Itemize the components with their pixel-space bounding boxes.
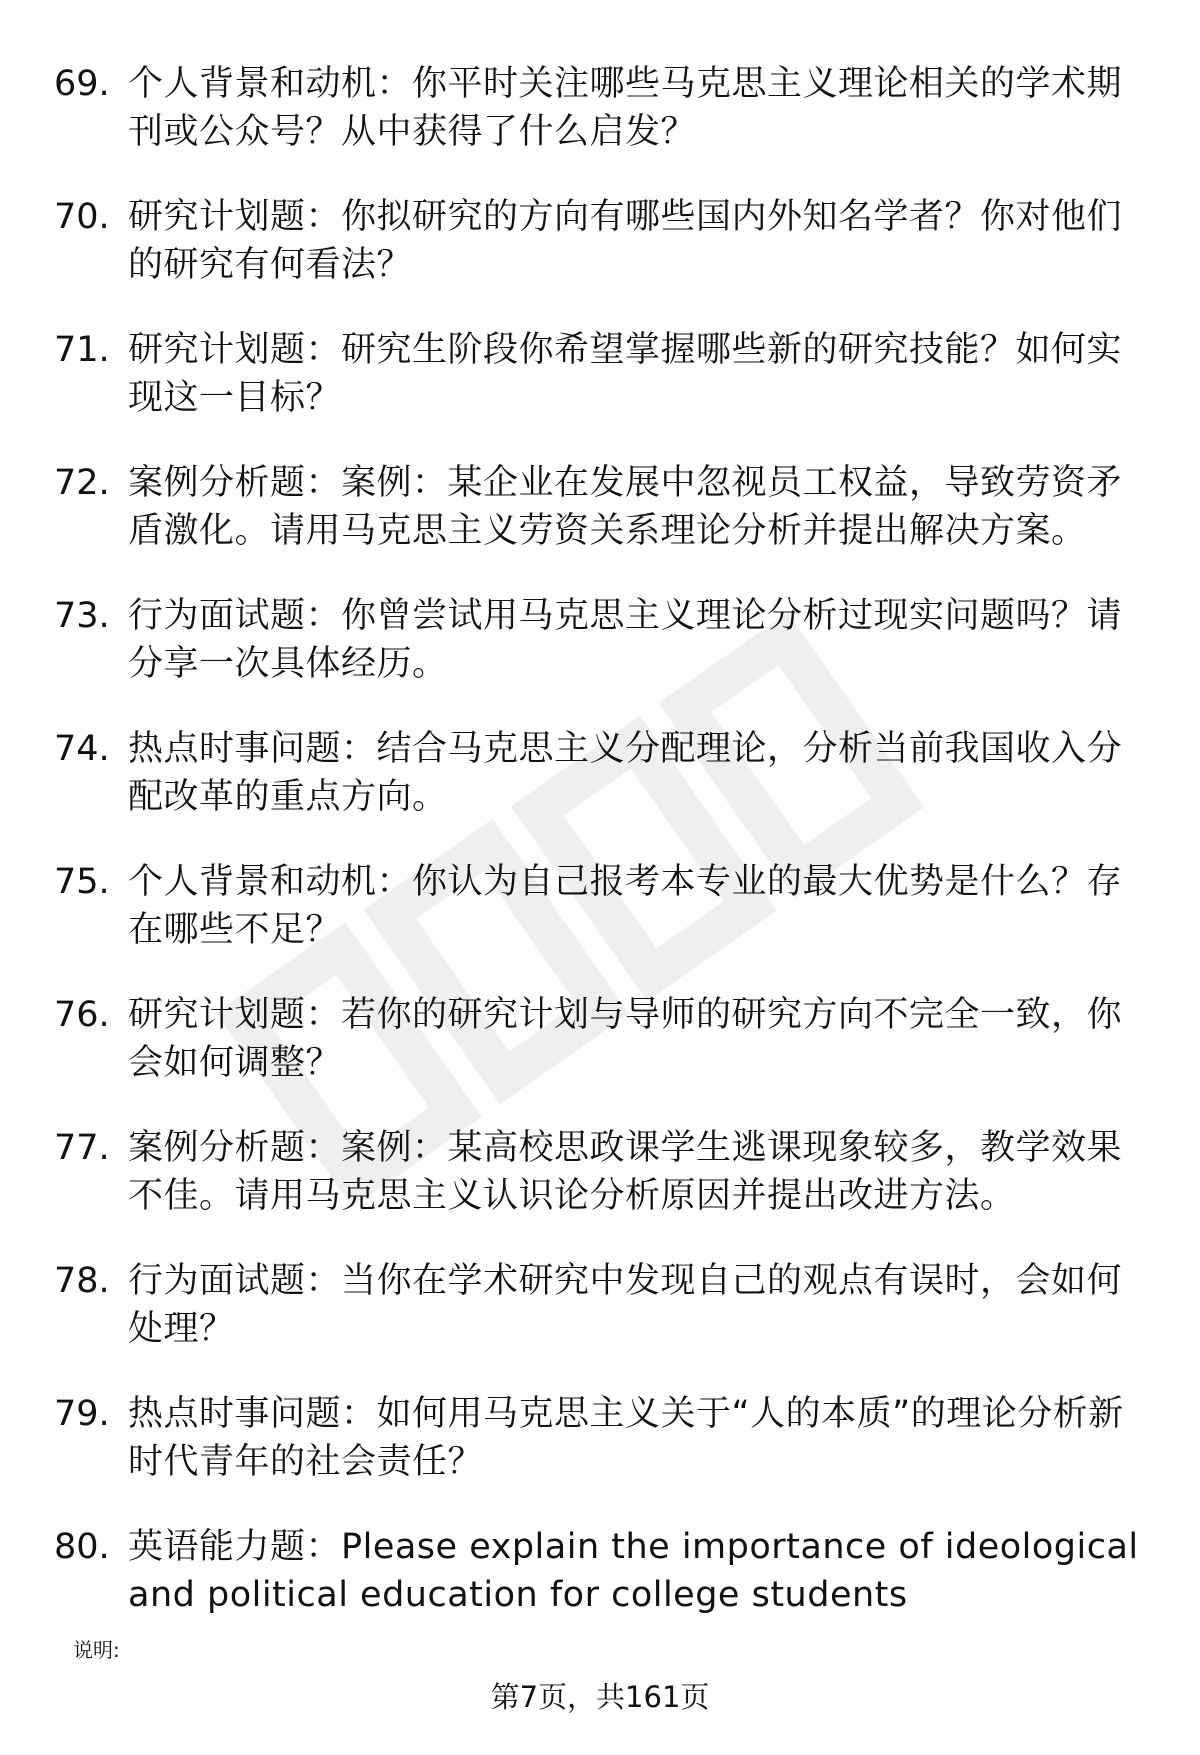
question-item — [54, 459, 1144, 592]
question-number: 72. — [54, 463, 110, 503]
question-item — [54, 1257, 1144, 1390]
question-number: 76. — [54, 995, 110, 1035]
question-number: 69. — [54, 64, 110, 104]
question-item — [54, 1390, 1144, 1523]
question-item — [54, 60, 1144, 193]
question-item — [54, 858, 1144, 991]
question-text: 行为面试题：你曾尝试用马克思主义理论分析过现实问题吗？请分享一次具体经历。 — [128, 596, 1123, 684]
question-list — [54, 60, 1144, 1656]
question-text: 研究计划题：你拟研究的方向有哪些国内外知名学者？你对他们的研究有何看法？ — [128, 197, 1123, 285]
question-item — [54, 326, 1144, 459]
question-text: 个人背景和动机：你认为自己报考本专业的最大优势是什么？存在哪些不足？ — [128, 862, 1123, 950]
question-number: 75. — [54, 862, 110, 902]
question-number: 73. — [54, 596, 110, 636]
question-number: 77. — [54, 1128, 110, 1168]
question-item — [54, 1124, 1144, 1257]
question-text: 研究计划题：研究生阶段你希望掌握哪些新的研究技能？如何实现这一目标？ — [128, 330, 1123, 418]
question-number: 71. — [54, 330, 110, 370]
question-text: 案例分析题：案例：某高校思政课学生逃课现象较多，教学效果不佳。请用马克思主义认识论分析原因并提出改进方法。 — [128, 1128, 1123, 1216]
question-item — [54, 1523, 1144, 1656]
question-item — [54, 991, 1144, 1124]
question-number: 80. — [54, 1527, 110, 1567]
question-text: 英语能力题：Please explain the importance of ideological and political education for college students — [128, 1527, 1139, 1615]
question-number: 74. — [54, 729, 110, 769]
question-item — [54, 725, 1144, 858]
question-text: 热点时事问题：如何用马克思主义关于“人的本质”的理论分析新时代青年的社会责任？ — [128, 1394, 1124, 1482]
question-text: 行为面试题：当你在学术研究中发现自己的观点有误时，会如何处理？ — [128, 1261, 1123, 1349]
question-text: 研究计划题：若你的研究计划与导师的研究方向不完全一致，你会如何调整？ — [128, 995, 1123, 1083]
question-text: 案例分析题：案例：某企业在发展中忽视员工权益，导致劳资矛盾激化。请用马克思主义劳资关系理论分析并提出解决方案。 — [128, 463, 1123, 551]
question-number: 70. — [54, 197, 110, 237]
page-number: 第7页，共161页 — [490, 1680, 710, 1714]
question-text: 个人背景和动机：你平时关注哪些马克思主义理论相关的学术期刊或公众号？从中获得了什么启发？ — [128, 64, 1123, 152]
question-number: 79. — [54, 1394, 110, 1434]
question-item — [54, 592, 1144, 725]
note-label: 说明: — [73, 1638, 120, 1662]
question-number: 78. — [54, 1261, 110, 1301]
question-item — [54, 193, 1144, 326]
question-text: 热点时事问题：结合马克思主义分配理论，分析当前我国收入分配改革的重点方向。 — [128, 729, 1123, 817]
